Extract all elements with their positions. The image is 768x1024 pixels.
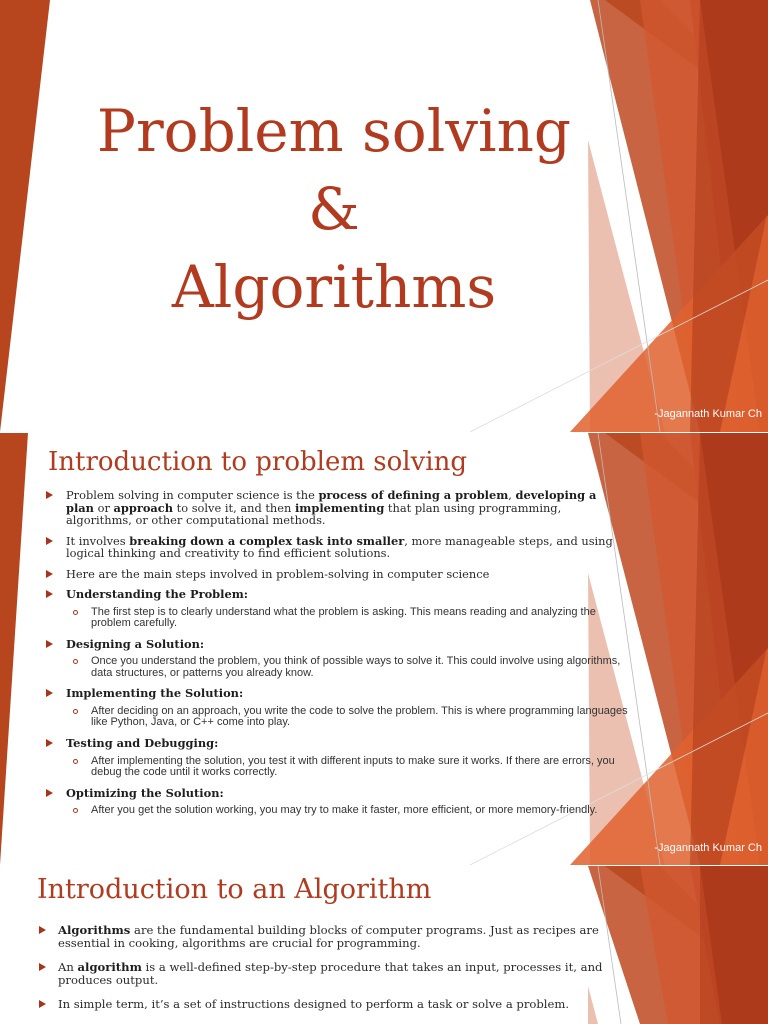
slide-heading: Introduction to problem solving [48,447,467,477]
step-heading [44,737,628,750]
title-line: Algorithms [171,253,497,321]
bullet-item [37,961,635,987]
bullet-list [44,489,628,825]
circle-bullet-icon [73,759,78,764]
slide-algorithm [0,866,768,1024]
bullet-arrow-icon [46,590,53,598]
bullet-text: that plan using programming, algorithms, or other computational methods. [66,500,562,527]
bullet-arrow-icon [46,491,53,499]
step-detail [44,656,628,679]
bullet-arrow-icon [39,1000,46,1008]
bullet-arrow-icon [39,926,46,934]
bullet-emphasis: process of defining a problem [318,488,509,502]
step-heading [44,687,628,700]
bullet-list [37,924,635,1022]
bullet-text: or [93,500,114,515]
step-detail [44,805,628,817]
step-title: Optimizing the Solution: [66,785,224,800]
step-title: Designing a Solution: [66,636,205,651]
step-detail [44,706,628,729]
bullet-text: In simple term, it’s a set of instructions designed to perform a task or solve a problem. [58,997,570,1011]
step-text: The first step is to clearly understand what the problem is asking. This means reading and analyzing the problem carefully. [91,605,596,630]
bullet-text: An [58,960,78,974]
presentation-title [0,92,668,326]
slide-problem-solving [0,433,768,865]
title-line: Problem solving [96,97,572,165]
bullet-arrow-icon [46,789,53,797]
step-heading [44,787,628,800]
step-heading [44,588,628,601]
step-detail [44,756,628,779]
slide-heading: Introduction to an Algorithm [37,874,432,905]
bullet-text: , more manageable steps, and using logical thinking and creativity to find efficient solutions. [66,533,613,560]
bullet-arrow-icon [46,689,53,697]
bullet-item [37,998,635,1011]
step-detail [44,607,628,630]
bullet-text: to solve it, and then [173,500,295,515]
bullet-text: Here are the main steps involved in problem-solving in computer science [66,566,490,581]
step-text: After deciding on an approach, you write the code to solve the problem. This is where programming languages like Python, Java, or C++ come into play. [91,704,628,729]
bullet-emphasis: Algorithms [58,923,131,937]
author-credit: -Jagannath Kumar Ch [654,842,762,854]
circle-bullet-icon [73,659,78,664]
title-line: & [308,175,360,243]
bullet-arrow-icon [46,640,53,648]
circle-bullet-icon [73,808,78,813]
bullet-emphasis: breaking down a complex task into smaller [129,533,405,548]
bullet-text: are the fundamental building blocks of computer programs. Just as recipes are essential in cooking, algorithms are crucial for programming. [58,923,599,950]
step-text: Once you understand the problem, you think of possible ways to solve it. This could involve using algorithms, data structures, or patterns you already know. [91,655,621,679]
slide-title [0,0,768,432]
bullet-emphasis: approach [113,500,174,515]
bullet-text: Problem solving in computer science is the [66,488,319,502]
step-text: After you get the solution working, you may try to make it faster, more efficient, or more memory-friendly. [91,804,598,817]
bullet-text: It involves [66,533,130,548]
bullet-arrow-icon [39,963,46,971]
bullet-emphasis: developing a plan [66,488,597,515]
bullet-item [44,489,628,527]
author-credit: -Jagannath Kumar Ch [654,408,762,420]
bullet-text: is a well-defined step-by-step procedure that takes an input, processes it, and produces output. [58,960,603,987]
step-title: Testing and Debugging: [66,736,219,751]
bullet-text: , [508,488,516,502]
bullet-item [37,924,635,950]
bullet-arrow-icon [46,570,53,578]
step-title: Understanding the Problem: [66,587,248,601]
circle-bullet-icon [73,709,78,714]
step-title: Implementing the Solution: [66,686,244,701]
circle-bullet-icon [73,610,78,615]
bullet-emphasis: algorithm [77,960,142,974]
step-text: After implementing the solution, you test it with different inputs to make sure it works. If there are errors, you debug the code until it works correctly. [91,754,615,779]
bullet-arrow-icon [46,739,53,747]
bullet-item [44,535,628,560]
bullet-emphasis: implementing [294,500,385,515]
bullet-arrow-icon [46,537,53,545]
bullet-item [44,568,628,581]
step-heading [44,638,628,651]
